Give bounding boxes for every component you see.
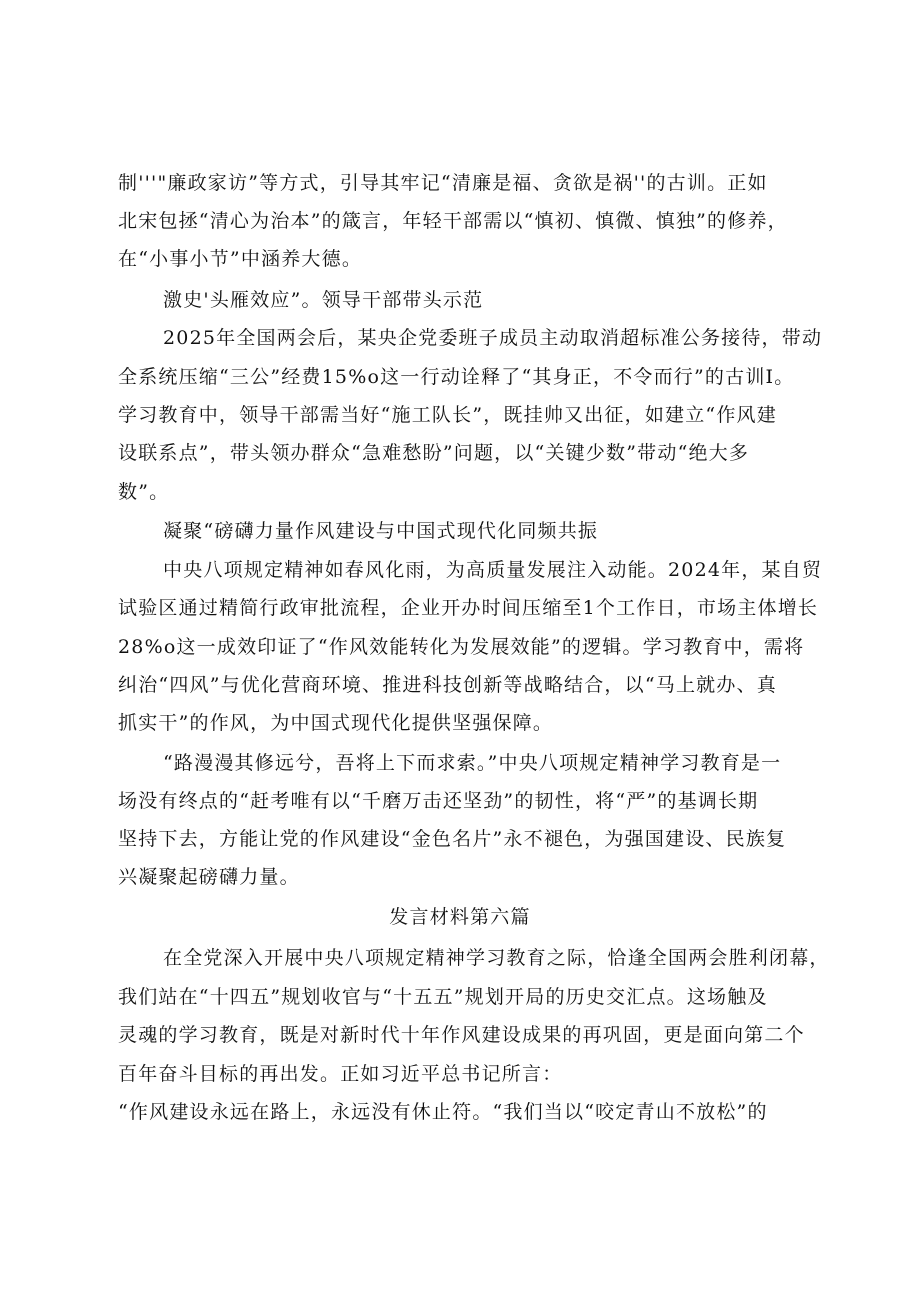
chapter-title: 发言材料第六篇 <box>389 906 531 928</box>
body-line: 学习教育中，领导干部需当好“施工队长”，既挂帅又出征，如建立“作风建 <box>118 404 777 426</box>
body-line: 数”。 <box>118 481 170 503</box>
body-line: 中央八项规定精神如春风化雨，为高质量发展注入动能。2024年，某自贸 <box>163 559 823 581</box>
body-line: 灵魂的学习教育，既是对新时代十年作风建设成果的再巩固，更是面向第二个 <box>118 1024 805 1046</box>
body-line: 制'''"廉政家访”等方式，引导其牢记“清廉是福、贪欲是祸''的古训。正如 <box>118 172 768 194</box>
section-subtitle: 激史'头雁效应”。领导干部带头示范 <box>163 289 484 311</box>
body-line: 2025年全国两会后，某央企党委班子成员主动取消超标准公务接待，带动 <box>163 327 823 349</box>
body-line: 在全党深入开展中央八项规定精神学习教育之际，恰逢全国两会胜利闭幕， <box>163 947 830 969</box>
section-subtitle: 凝聚“磅礴力量作风建设与中国式现代化同频共振 <box>163 520 599 542</box>
body-line: “作风建设永远在路上，永远没有休止符。“我们当以“咬定青山不放松”的 <box>118 1101 768 1123</box>
body-line: 坚持下去，方能让党的作风建设“金色名片”永不褪色，为强国建设、民族复 <box>118 828 787 850</box>
body-line: “路漫漫其修远兮，吾将上下而求索。”中央八项规定精神学习教育是一 <box>163 752 782 774</box>
body-line: 试验区通过精简行政审批流程，企业开办时间压缩至1个工作日，市场主体增长 <box>118 597 819 619</box>
body-line: 28%o这一成效印证了“作风效能转化为发展效能”的逻辑。学习教育中，需将 <box>118 636 805 658</box>
body-line: 抓实干”的作风，为中国式现代化提供坚强保障。 <box>118 712 554 734</box>
body-line: 设联系点”，带头领办群众“急难愁盼”问题，以“关键少数”带动“绝大多 <box>118 442 750 464</box>
body-line: 全系统压缩“三公”经费15%o这一行动诠释了“其身正，不令而行”的古训I。 <box>118 366 795 388</box>
body-line: 百年奋斗目标的再出发。正如习近平总书记所言： <box>118 1063 563 1085</box>
body-line: 北宋包拯“清心为治本”的箴言，年轻干部需以“慎初、慎微、慎独”的修养， <box>118 210 788 232</box>
body-line: 纠治“四风”与优化营商环境、推进科技创新等战略结合，以“马上就办、真 <box>118 674 777 696</box>
body-line: 我们站在“十四五”规划收官与“十五五”规划开局的历史交汇点。这场触及 <box>118 986 768 1008</box>
body-line: 兴凝聚起磅礴力量。 <box>118 866 300 888</box>
body-line: 在“小事小节”中涵养大德。 <box>118 248 363 270</box>
body-line: 场没有终点的“赶考唯有以“千磨万击还坚劲”的韧性，将“严”的基调长期 <box>118 790 759 812</box>
